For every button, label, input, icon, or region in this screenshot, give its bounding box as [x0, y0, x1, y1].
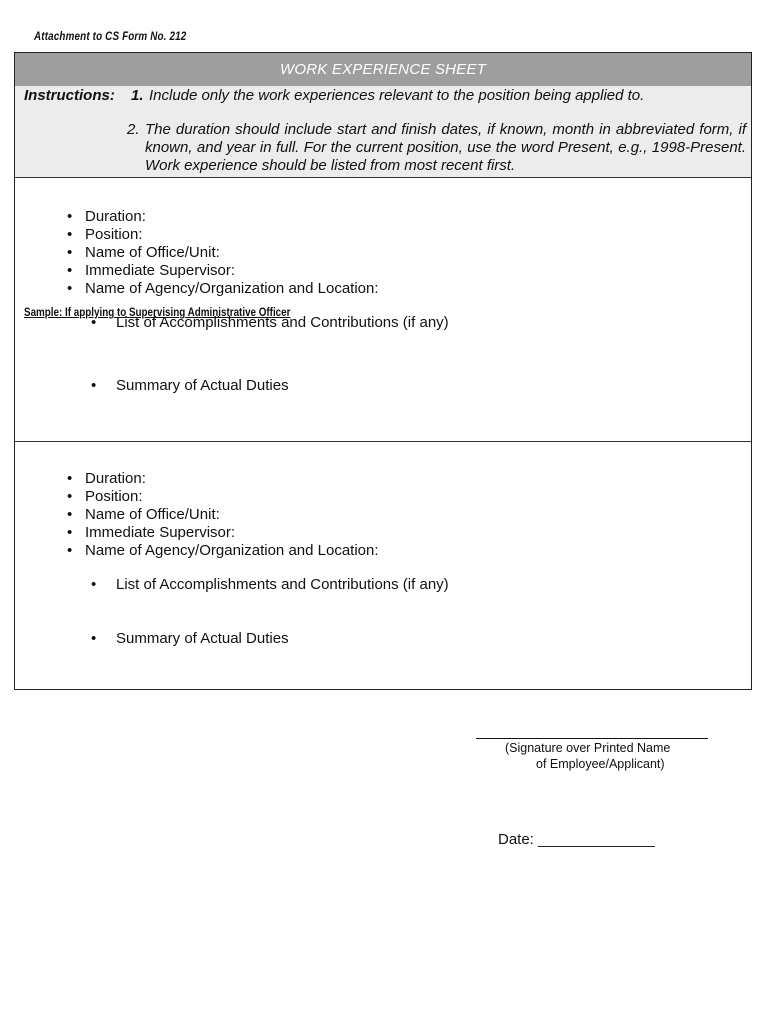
instructions-label: Instructions:	[24, 87, 115, 104]
entry-2-office: • Name of Office/Unit:	[67, 506, 379, 524]
entry-1-field-list	[67, 208, 379, 298]
entry-1-office: • Name of Office/Unit:	[67, 244, 379, 262]
instructions-box	[15, 86, 751, 178]
title-bar	[15, 53, 751, 87]
sheet-title: WORK EXPERIENCE SHEET	[280, 61, 486, 78]
signature-caption-line-2: of Employee/Applicant)	[536, 757, 665, 771]
sample-label: Sample: If applying to Supervising Administrative Officer	[24, 305, 291, 319]
entry-2-supervisor: • Immediate Supervisor:	[67, 524, 379, 542]
entry-1-duties: • Summary of Actual Duties	[91, 377, 289, 394]
entry-1-supervisor: • Immediate Supervisor:	[67, 262, 379, 280]
entry-1-agency: • Name of Agency/Organization and Location:	[67, 280, 379, 298]
entry-2-duties: • Summary of Actual Duties	[91, 630, 289, 647]
signature-line	[476, 738, 708, 739]
entry-1-position: • Position:	[67, 226, 379, 244]
instruction-2-text: The duration should include start and finish dates, if known, month in abbreviated form, if known, and year in full. For the current position, use the word Present, e.g., 1998-Present. Work experience should be listed from most recent first.	[145, 121, 746, 174]
entry-2-field-list	[67, 470, 379, 560]
instruction-2-number: 2.	[127, 121, 140, 138]
entry-2-duration: • Duration:	[67, 470, 379, 488]
entry-2-position: • Position:	[67, 488, 379, 506]
entry-section-1	[15, 179, 751, 442]
date-field: Date: ______________	[498, 831, 655, 848]
entry-1-accomplishments: • List of Accomplishments and Contributions (if any)	[91, 314, 449, 331]
entry-section-2	[15, 441, 751, 689]
entry-1-duration: • Duration:	[67, 208, 379, 226]
work-experience-form	[14, 52, 752, 690]
entry-2-agency: • Name of Agency/Organization and Location:	[67, 542, 379, 560]
instruction-1-text: Include only the work experiences relevant to the position being applied to.	[149, 87, 645, 104]
signature-caption-line-1: (Signature over Printed Name	[505, 741, 671, 755]
instruction-1-number: 1.	[131, 87, 144, 104]
attachment-label: Attachment to CS Form No. 212	[34, 29, 187, 43]
entry-2-accomplishments: • List of Accomplishments and Contributions (if any)	[91, 576, 449, 593]
